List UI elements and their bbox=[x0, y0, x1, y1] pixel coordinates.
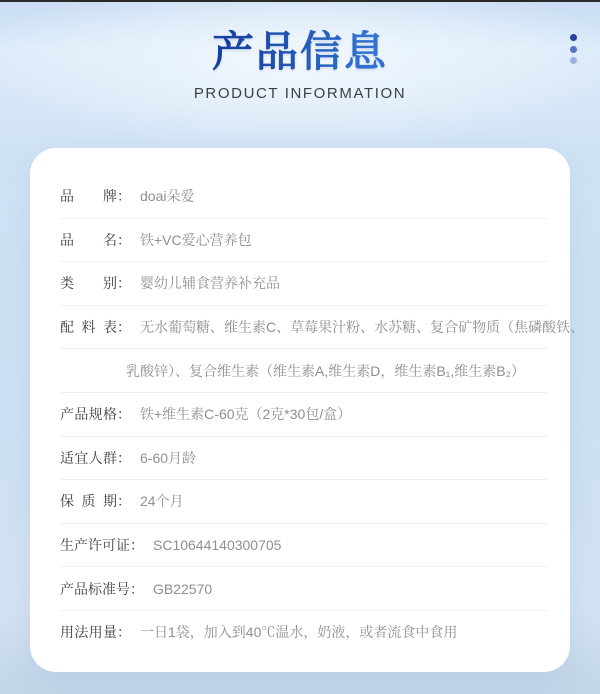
dot-3 bbox=[570, 57, 577, 64]
table-row-suitable-age bbox=[60, 437, 548, 481]
field-value: GB22570 bbox=[153, 580, 213, 597]
field-colon: ： bbox=[117, 624, 131, 641]
field-label: 类别 bbox=[60, 275, 117, 292]
table-row-product-name bbox=[60, 219, 548, 263]
field-label: 产品标准号 bbox=[60, 580, 130, 597]
field-value: 铁+VC爱心营养包 bbox=[140, 231, 252, 248]
field-value: 6-60月龄 bbox=[140, 449, 197, 466]
field-colon: ： bbox=[117, 188, 131, 205]
table-row-shelf-life bbox=[60, 480, 548, 524]
field-colon: ： bbox=[117, 493, 131, 510]
table-row-usage-dosage bbox=[60, 611, 548, 654]
table-row-product-standard bbox=[60, 567, 548, 611]
table-row-ingredients-line1 bbox=[60, 306, 585, 350]
table-row-brand bbox=[60, 175, 548, 219]
field-label: 产品规格 bbox=[60, 406, 117, 423]
field-value: SC10644140300705 bbox=[153, 537, 282, 554]
table-row-ingredients-line2 bbox=[60, 349, 548, 393]
field-value: 铁+维生素C-60克（2克*30包/盒） bbox=[140, 406, 352, 423]
field-colon: ： bbox=[117, 406, 131, 423]
field-colon: ： bbox=[130, 580, 144, 597]
vertical-dots-icon bbox=[570, 34, 577, 64]
field-colon: ： bbox=[117, 449, 131, 466]
field-value: 婴幼儿辅食营养补充品 bbox=[140, 275, 280, 292]
dot-1 bbox=[570, 34, 577, 41]
field-label: 品名 bbox=[60, 231, 117, 248]
field-colon: ： bbox=[117, 319, 131, 336]
field-colon: ： bbox=[117, 231, 131, 248]
field-value: 无水葡萄糖、维生素C、草莓果汁粉、水苏糖、复合矿物质（焦磷酸铁、 bbox=[140, 319, 585, 336]
page-subtitle: PRODUCT INFORMATION bbox=[193, 85, 407, 102]
field-label: 生产许可证 bbox=[60, 537, 130, 554]
field-value: 24个月 bbox=[140, 493, 184, 510]
section-header bbox=[0, 0, 600, 102]
field-label: 用法用量 bbox=[60, 624, 117, 641]
field-colon: ： bbox=[130, 537, 144, 554]
field-label: 适宜人群 bbox=[60, 449, 117, 466]
field-colon: ： bbox=[117, 275, 131, 292]
page-title: 产品信息 bbox=[211, 28, 388, 75]
dot-2 bbox=[570, 46, 577, 53]
field-value: 乳酸锌）、复合维生素（维生素A,维生素D，维生素B₁,维生素B₂） bbox=[126, 362, 526, 379]
table-row-category bbox=[60, 262, 548, 306]
field-value: 一日1袋，加入到40℃温水，奶液，或者流食中食用 bbox=[140, 624, 458, 641]
field-label: 配料表 bbox=[60, 319, 117, 336]
product-info-card bbox=[30, 148, 585, 672]
field-label: 保质期 bbox=[60, 493, 117, 510]
table-row-production-license bbox=[60, 524, 548, 568]
field-label: 品牌 bbox=[60, 188, 117, 205]
table-row-specification bbox=[60, 393, 548, 437]
field-value: doai朵爱 bbox=[140, 188, 195, 205]
